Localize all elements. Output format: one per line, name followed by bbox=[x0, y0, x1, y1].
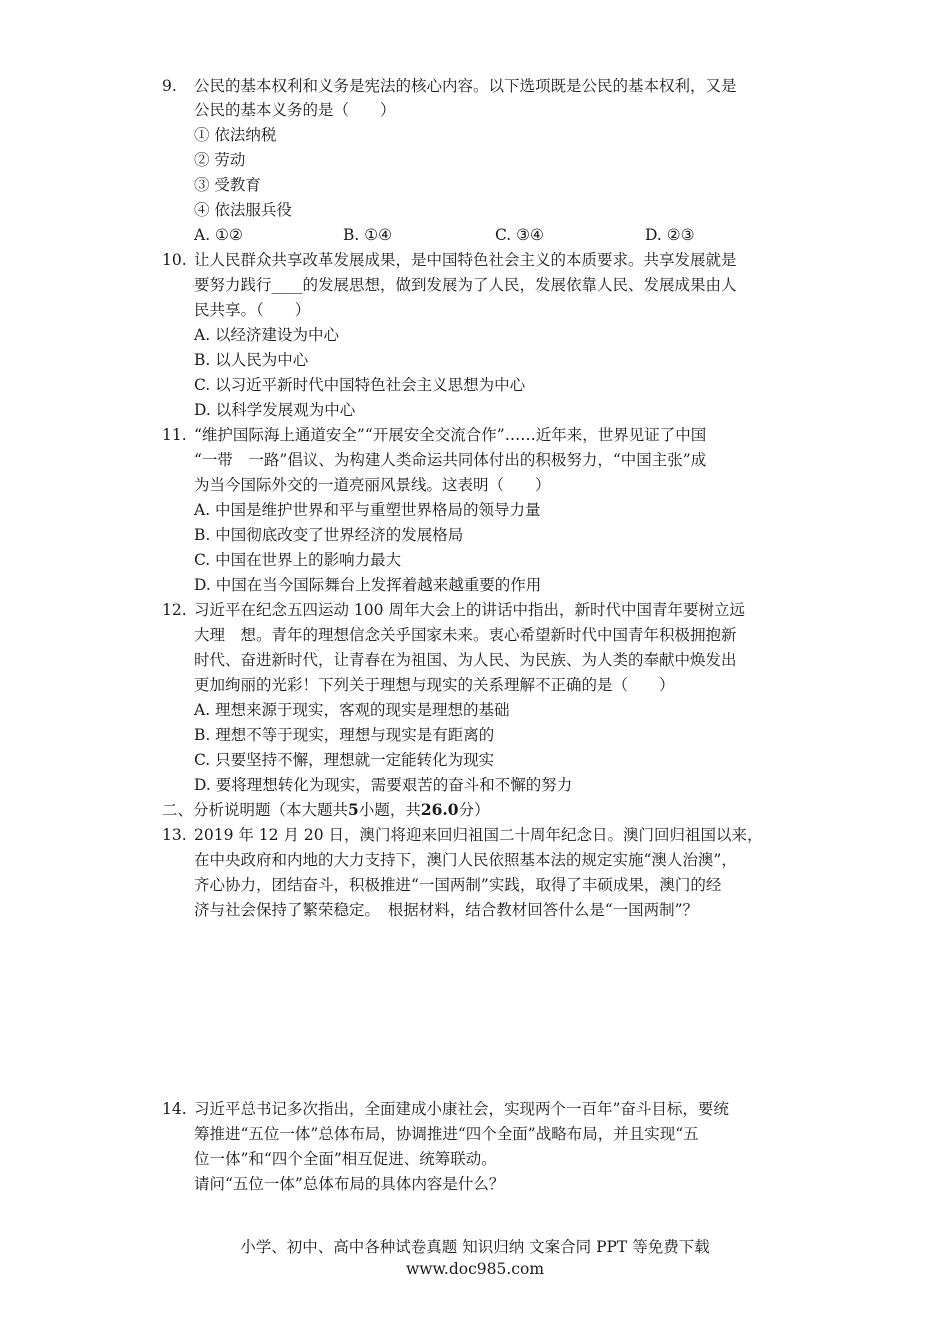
question-text: 民共享。（ ） bbox=[194, 301, 311, 319]
option-d: D. 要将理想转化为现实，需要艰苦的奋斗和不懈的努力 bbox=[194, 776, 573, 794]
question-text: 2019 年 12 月 20 日，澳门将迎来回归祖国二十周年纪念日。澳门回归祖国以来， bbox=[194, 826, 763, 844]
question-text: 在中央政府和内地的大力支持下，澳门人民依照基本法的规定实施“澳人治澳”， bbox=[194, 851, 737, 869]
footer-website: www.doc985.com bbox=[405, 1260, 545, 1278]
question-text: 齐心协力，团结奋斗，积极推进“一国两制”实践，取得了丰硕成果，澳门的经 bbox=[194, 876, 722, 894]
option-a: A. 中国是维护世界和平与重塑世界格局的领导力量 bbox=[194, 501, 541, 519]
option-a: A. ①② bbox=[194, 226, 243, 244]
question-text: “维护国际海上通道安全”“开展安全交流合作”……近年来，世界见证了中国 bbox=[194, 426, 707, 444]
question-text: 公民的基本权利和义务是宪法的核心内容。以下选项既是公民的基本权利，又是 bbox=[194, 77, 737, 95]
section-heading-mid: 小题，共 bbox=[358, 801, 421, 819]
question-text: 让人民群众共享改革发展成果，是中国特色社会主义的本质要求。共享发展就是 bbox=[194, 251, 737, 269]
option-c: C. 以习近平新时代中国特色社会主义思想为中心 bbox=[194, 376, 526, 394]
option-b: B. 中国彻底改变了世界经济的发展格局 bbox=[194, 526, 464, 544]
question-number: 14. bbox=[162, 1100, 187, 1118]
question-number: 13. bbox=[162, 826, 187, 844]
option-b: B. 以人民为中心 bbox=[194, 351, 309, 369]
question-text: 请问“五位一体”总体布局的具体内容是什么？ bbox=[194, 1175, 505, 1193]
question-text: 公民的基本义务的是（ ） bbox=[194, 101, 396, 119]
statement-item: ③ 受教育 bbox=[194, 176, 261, 194]
option-c: C. 只要坚持不懈，理想就一定能转化为现实 bbox=[194, 751, 495, 769]
option-b: B. 理想不等于现实，理想与现实是有距离的 bbox=[194, 726, 495, 744]
question-text: 筹推进“五位一体”总体布局，协调推进“四个全面”战略布局，并且实现“五 bbox=[194, 1125, 699, 1143]
option-a: A. 理想来源于现实，客观的现实是理想的基础 bbox=[194, 701, 510, 719]
section-heading bbox=[162, 798, 490, 822]
question-number: 11. bbox=[162, 426, 187, 444]
total-score: 26.0 bbox=[420, 800, 459, 819]
question-count: 5 bbox=[348, 800, 359, 819]
question-text: 时代、奋进新时代，让青春在为祖国、为人民、为民族、为人类的奉献中焕发出 bbox=[194, 651, 737, 669]
question-number: 10. bbox=[162, 251, 187, 269]
question-text: “一带 一路”倡议、为构建人类命运共同体付出的积极努力，“中国主张”成 bbox=[194, 451, 707, 469]
option-b: B. ①④ bbox=[343, 226, 393, 244]
question-text: 更加绚丽的光彩！下列关于理想与现实的关系理解不正确的是（ ） bbox=[194, 676, 675, 694]
question-text: 要努力践行____的发展思想，做到发展为了人民，发展依靠人民、发展成果由人 bbox=[194, 276, 737, 294]
option-c: C. 中国在世界上的影响力最大 bbox=[194, 551, 402, 569]
option-c: C. ③④ bbox=[495, 226, 544, 244]
section-heading-suffix: 分） bbox=[458, 801, 490, 819]
option-d: D. ②③ bbox=[645, 226, 695, 244]
question-text: 习近平总书记多次指出，全面建成小康社会，实现两个一百年”奋斗目标，要统 bbox=[194, 1100, 729, 1118]
question-number: 9. bbox=[162, 77, 177, 95]
statement-item: ④ 依法服兵役 bbox=[194, 201, 292, 219]
option-d: D. 中国在当今国际舞台上发挥着越来越重要的作用 bbox=[194, 576, 542, 594]
question-text: 为当今国际外交的一道亮丽风景线。这表明（ ） bbox=[194, 476, 551, 494]
question-number: 12. bbox=[162, 601, 187, 619]
footer-notice: 小学、初中、高中各种试卷真题 知识归纳 文案合同 PPT 等免费下载 bbox=[240, 1238, 710, 1256]
option-d: D. 以科学发展观为中心 bbox=[194, 401, 356, 419]
statement-item: ② 劳动 bbox=[194, 151, 246, 169]
question-text: 大理 想。青年的理想信念关乎国家未来。衷心希望新时代中国青年积极拥抱新 bbox=[194, 626, 737, 644]
option-a: A. 以经济建设为中心 bbox=[194, 326, 340, 344]
question-text: 位一体”和“四个全面”相互促进、统筹联动。 bbox=[194, 1150, 497, 1168]
section-heading-prefix: 二、分析说明题（本大题共 bbox=[162, 801, 349, 819]
statement-item: ① 依法纳税 bbox=[194, 126, 277, 144]
question-text: 习近平在纪念五四运动 100 周年大会上的讲话中指出，新时代中国青年要树立远 bbox=[194, 601, 745, 619]
question-text: 济与社会保持了繁荣稳定。 根据材料，结合教材回答什么是“一国两制”？ bbox=[194, 901, 699, 919]
